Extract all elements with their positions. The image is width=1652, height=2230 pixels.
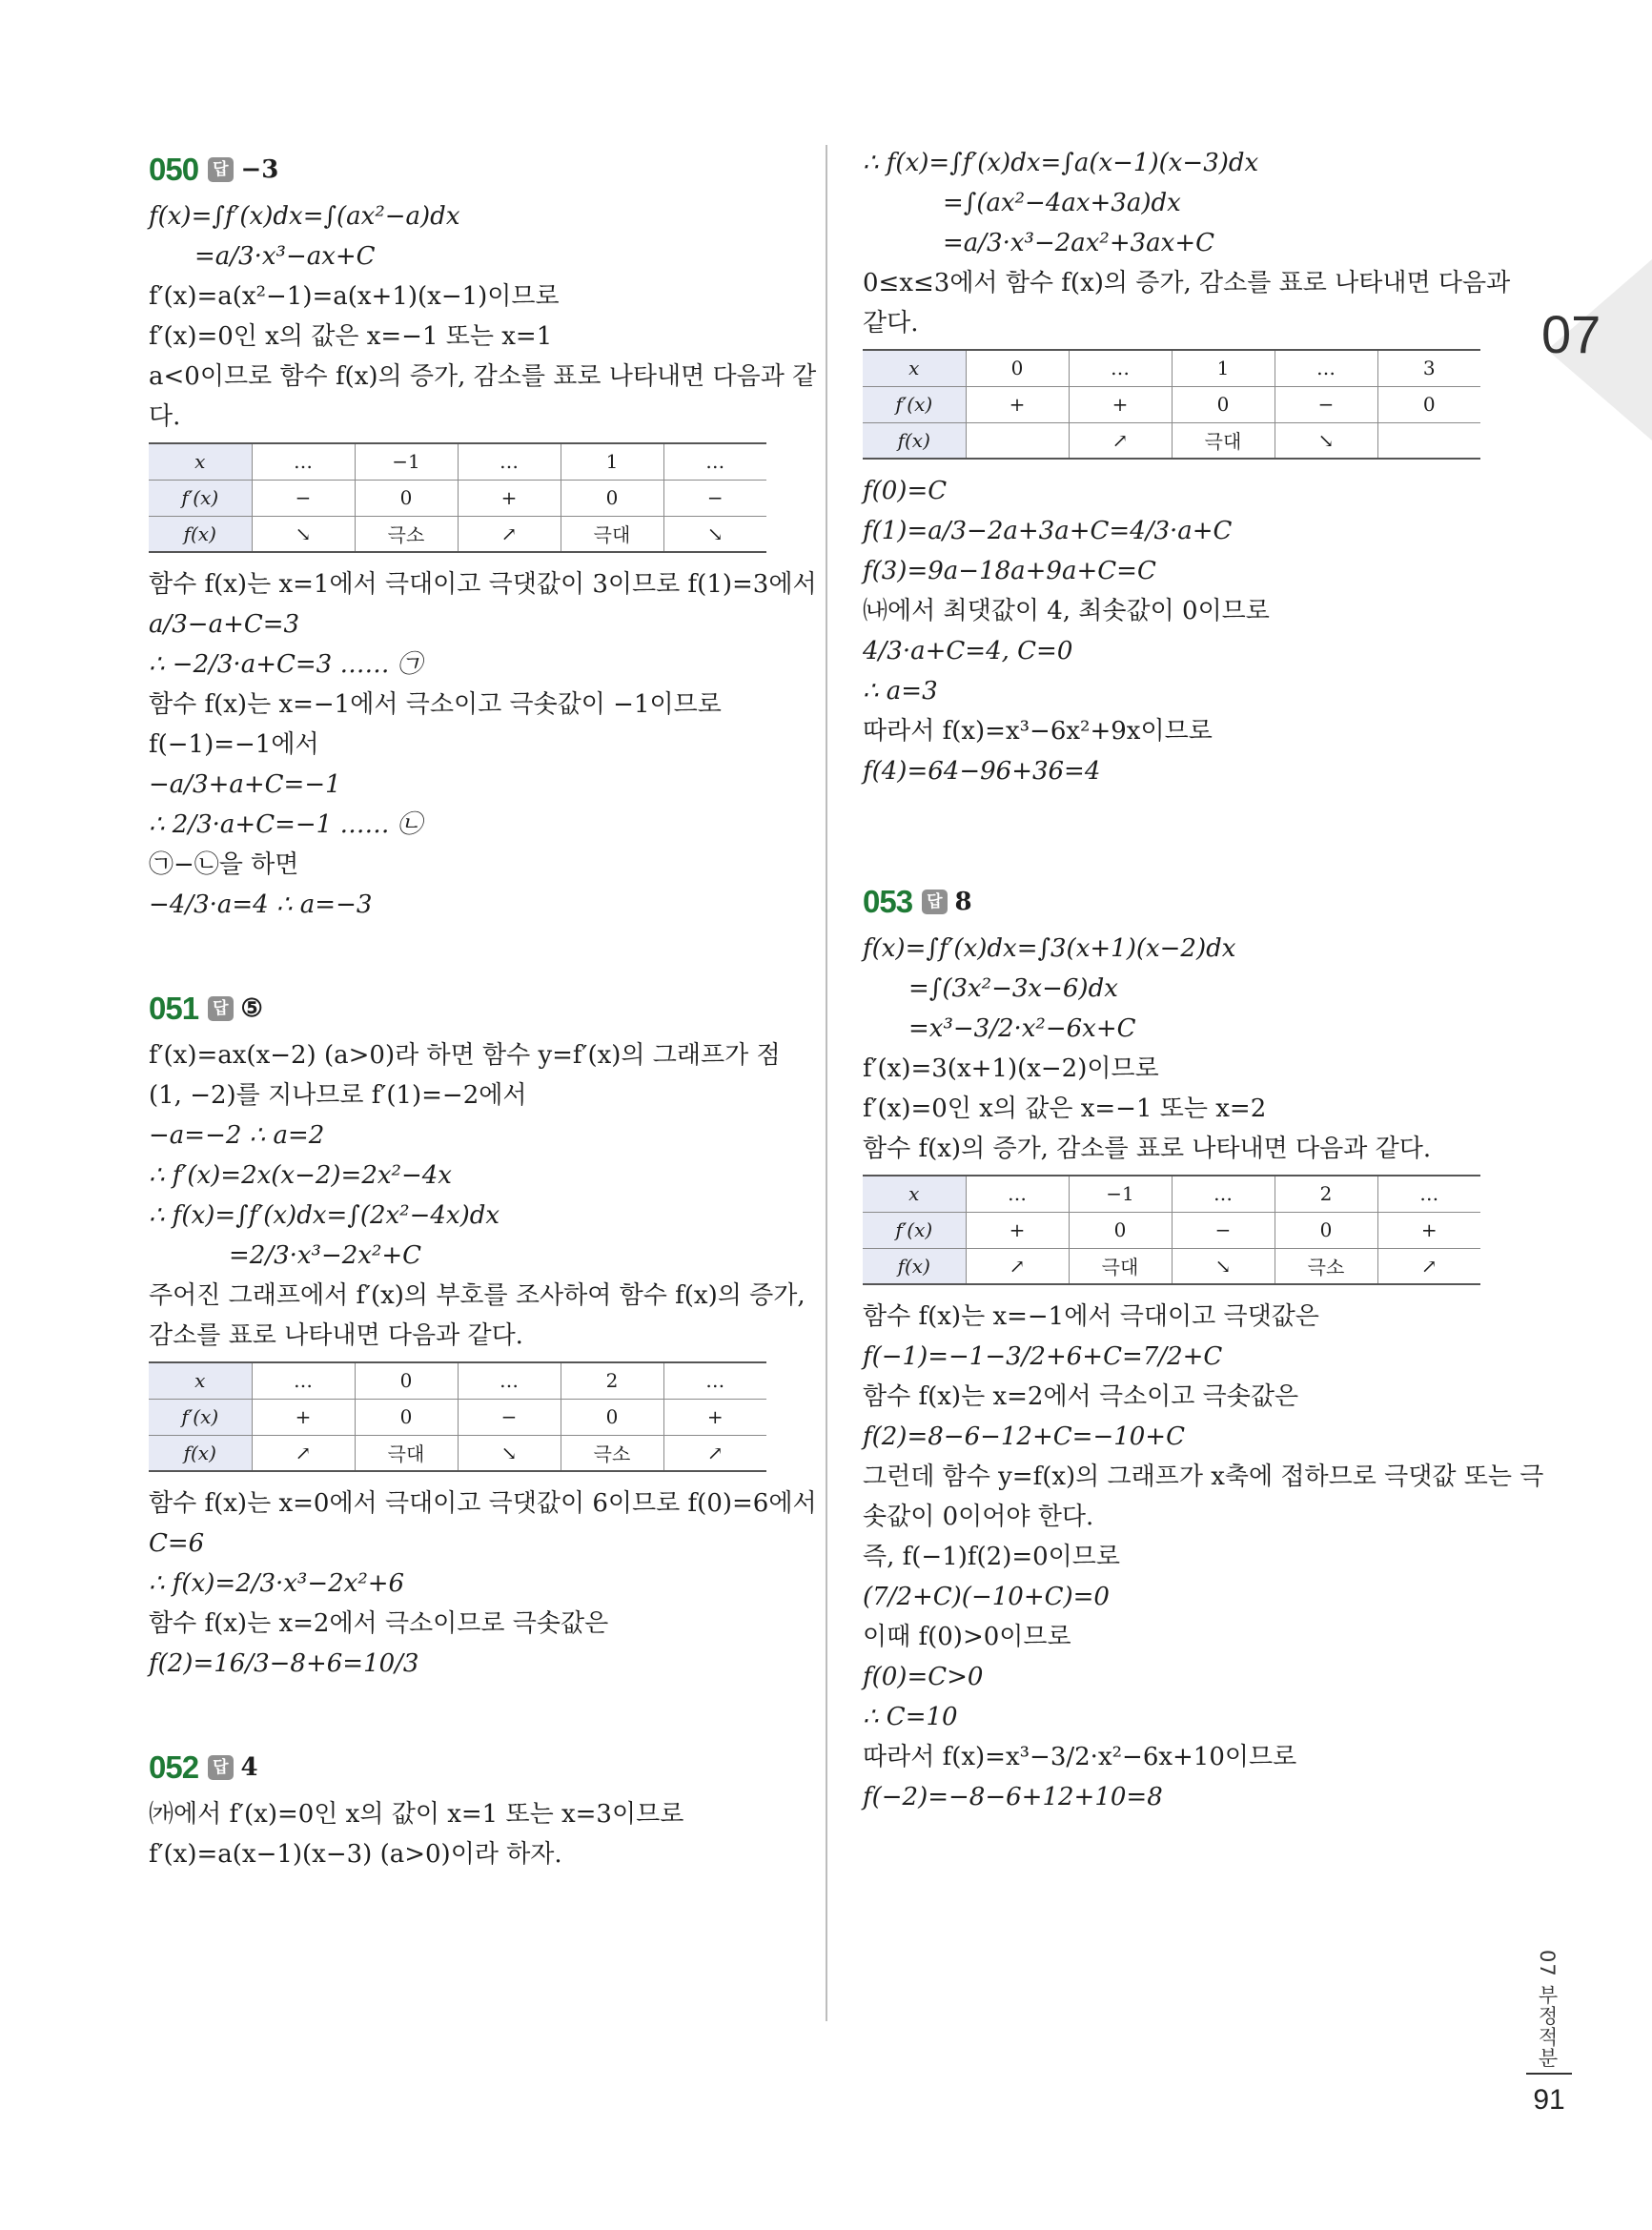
solution-line: f′(x)=3(x+1)(x−2)이므로	[863, 1054, 1159, 1083]
table-row	[149, 1362, 766, 1399]
solution-line: 따라서 f(x)=x³−3/2·x²−6x+10이므로	[863, 1743, 1297, 1771]
table-cell: 0	[561, 480, 663, 516]
solution-line: ∴ 2/3·a+C=−1 …… ㉡	[149, 810, 422, 839]
increase-decrease-table	[149, 1361, 766, 1472]
table-cell: +	[663, 1399, 766, 1435]
table-cell: x	[863, 350, 966, 386]
table-cell: 극대	[1172, 422, 1275, 459]
table-cell: 극소	[561, 1435, 663, 1471]
solution-line: f(0)=C	[863, 477, 948, 505]
solution-line: f′(x)=ax(x−2) (a>0)라 하면 함수 y=f′(x)의 그래프가 점	[149, 1041, 781, 1070]
solution-line: f′(x)=a(x²−1)=a(x+1)(x−1)이므로	[149, 282, 560, 311]
table-cell: 0	[1172, 386, 1275, 422]
solution-line: f(x)=∫f′(x)dx=∫3(x+1)(x−2)dx	[863, 934, 1236, 963]
table-cell: …	[458, 443, 561, 480]
solution-line: f(1)=a/3−2a+3a+C=4/3·a+C	[863, 517, 1233, 545]
solution-line: ∴ a=3	[863, 677, 938, 706]
solution-line: C=6	[149, 1529, 205, 1558]
column-divider	[826, 145, 827, 2021]
solution-line: f(2)=8−6−12+C=−10+C	[863, 1422, 1185, 1451]
table-cell: +	[1069, 386, 1172, 422]
table-row	[149, 516, 766, 552]
table-cell: −	[1275, 386, 1377, 422]
solution-line: 주어진 그래프에서 f′(x)의 부호를 조사하여 함수 f(x)의 증가,	[149, 1281, 806, 1310]
solution-line: 4/3·a+C=4, C=0	[863, 637, 1073, 665]
left-column	[149, 143, 817, 1874]
solution-line: =x³−3/2·x²−6x+C	[908, 1014, 1136, 1043]
table-cell: f(x)	[149, 1435, 252, 1471]
table-row	[149, 480, 766, 516]
table-cell: 극소	[355, 516, 458, 552]
table-cell: −1	[1069, 1176, 1172, 1212]
chapter-tab-label: 07	[1541, 304, 1601, 364]
solution-line: f(−2)=−8−6+12+10=8	[863, 1783, 1163, 1811]
solution-line: 함수 f(x)는 x=2에서 극소이므로 극솟값은	[149, 1609, 609, 1638]
table-row	[863, 386, 1480, 422]
table-cell: −1	[355, 443, 458, 480]
solution-line: ∴ −2/3·a+C=3 …… ㉠	[149, 650, 422, 679]
increase-decrease-table	[863, 349, 1480, 460]
table-cell: ↘	[1172, 1248, 1275, 1284]
solution-line: ∴ f(x)=∫f′(x)dx=∫a(x−1)(x−3)dx	[863, 149, 1259, 177]
problem-header-050	[149, 143, 797, 196]
solution-line: 따라서 f(x)=x³−6x²+9x이므로	[863, 717, 1213, 746]
table-row	[149, 443, 766, 480]
solution-line: ∴ f(x)=∫f′(x)dx=∫(2x²−4x)dx	[149, 1201, 500, 1230]
solution-line: =∫(ax²−4ax+3a)dx	[943, 189, 1181, 217]
table-cell: f(x)	[863, 422, 966, 459]
table-cell: f(x)	[863, 1248, 966, 1284]
table-cell: 2	[561, 1362, 663, 1399]
table-cell: +	[1377, 1212, 1480, 1248]
table-cell: 1	[1172, 350, 1275, 386]
table-cell: …	[663, 1362, 766, 1399]
table-cell: ↗	[1069, 422, 1172, 459]
table-row	[863, 1176, 1480, 1212]
solution-line: f′(x)=0인 x의 값은 x=−1 또는 x=2	[863, 1095, 1267, 1123]
table-cell: 0	[966, 350, 1069, 386]
table-cell: −	[1172, 1212, 1275, 1248]
solution-line: f(0)=C>0	[863, 1663, 984, 1691]
spacer	[863, 791, 1511, 875]
solution-line: f′(x)=a(x−1)(x−3) (a>0)이라 하자.	[149, 1840, 562, 1869]
solution-line: 같다.	[863, 309, 919, 338]
table-row	[863, 350, 1480, 386]
table-cell: …	[1172, 1176, 1275, 1212]
table-cell: f′(x)	[149, 480, 252, 516]
table-row	[149, 1435, 766, 1471]
table-cell: …	[1275, 350, 1377, 386]
solution-line: a/3−a+C=3	[149, 610, 300, 639]
table-cell: +	[458, 480, 561, 516]
table-cell: 0	[355, 480, 458, 516]
table-cell: +	[252, 1399, 355, 1435]
table-cell: 0	[355, 1362, 458, 1399]
solution-line: =∫(3x²−3x−6)dx	[908, 974, 1118, 1003]
problem-number: 050	[149, 152, 199, 187]
table-cell: ↗	[966, 1248, 1069, 1284]
solution-line: ㈎에서 f′(x)=0인 x의 값이 x=1 또는 x=3이므로	[149, 1800, 684, 1829]
table-cell: ↘	[458, 1435, 561, 1471]
table-cell: 0	[355, 1399, 458, 1435]
solution-line: f(−1)=−1−3/2+6+C=7/2+C	[863, 1342, 1223, 1371]
solution-line: 함수 f(x)는 x=0에서 극대이고 극댓값이 6이므로 f(0)=6에서	[149, 1489, 817, 1518]
solution-line: 함수 f(x)는 x=−1에서 극소이고 극솟값이 −1이므로	[149, 690, 722, 719]
solution-line: =a/3·x³−2ax²+3ax+C	[943, 229, 1215, 257]
table-cell: 0	[561, 1399, 663, 1435]
solution-line: −a=−2 ∴ a=2	[149, 1121, 325, 1150]
table-cell: −	[663, 480, 766, 516]
table-cell: f′(x)	[863, 1212, 966, 1248]
problem-header-052	[149, 1741, 797, 1794]
table-cell: −	[458, 1399, 561, 1435]
table-cell: 극대	[561, 516, 663, 552]
solution-line: 그런데 함수 y=f(x)의 그래프가 x축에 접하므로 극댓값 또는 극	[863, 1463, 1544, 1491]
solution-line: f(3)=9a−18a+9a+C=C	[863, 557, 1156, 585]
table-cell: ↘	[663, 516, 766, 552]
table-cell: x	[149, 443, 252, 480]
table-cell: ↗	[458, 516, 561, 552]
solution-line: ∴ C=10	[863, 1703, 958, 1731]
side-chapter-label: 07 부정적분	[1536, 1950, 1559, 2069]
table-row	[863, 1248, 1480, 1284]
table-cell: 0	[1377, 386, 1480, 422]
table-cell: …	[663, 443, 766, 480]
right-column	[863, 143, 1544, 1817]
solution-line: (1, −2)를 지나므로 f′(1)=−2에서	[149, 1081, 527, 1110]
answer-badge: 답	[208, 157, 233, 182]
answer-value: 8	[954, 888, 972, 916]
solution-line: (7/2+C)(−10+C)=0	[863, 1583, 1110, 1611]
table-row	[863, 422, 1480, 459]
problem-number: 053	[863, 884, 913, 919]
table-cell: f′(x)	[149, 1399, 252, 1435]
table-cell: ↘	[1275, 422, 1377, 459]
table-cell: x	[149, 1362, 252, 1399]
table-cell: 3	[1377, 350, 1480, 386]
solution-line: 함수 f(x)는 x=1에서 극대이고 극댓값이 3이므로 f(1)=3에서	[149, 570, 817, 599]
table-cell: …	[966, 1176, 1069, 1212]
solution-line: f(−1)=−1에서	[149, 730, 319, 759]
solution-line: ㈏에서 최댓값이 4, 최솟값이 0이므로	[863, 597, 1270, 625]
answer-value: ⑤	[240, 994, 263, 1023]
solution-line: −a/3+a+C=−1	[149, 770, 341, 799]
table-cell: 0	[1069, 1212, 1172, 1248]
answer-value: 4	[240, 1753, 258, 1782]
problem-header-053	[863, 875, 1511, 929]
increase-decrease-table	[863, 1175, 1480, 1285]
table-cell: 0	[1275, 1212, 1377, 1248]
table-cell: −	[252, 480, 355, 516]
solution-line: a<0이므로 함수 f(x)의 증가, 감소를 표로 나타내면 다음과 같	[149, 362, 817, 391]
answer-value: −3	[240, 155, 279, 184]
solution-line: f(x)=∫f′(x)dx=∫(ax²−a)dx	[149, 202, 460, 231]
table-cell: +	[966, 386, 1069, 422]
solution-line: 다.	[149, 402, 181, 431]
page-number: 91	[1533, 2084, 1565, 2116]
solution-line: 이때 f(0)>0이므로	[863, 1623, 1071, 1651]
table-cell: f(x)	[149, 516, 252, 552]
solution-line: 즉, f(−1)f(2)=0이므로	[863, 1543, 1121, 1571]
solution-line: 함수 f(x)의 증가, 감소를 표로 나타내면 다음과 같다.	[863, 1135, 1432, 1163]
table-cell: …	[252, 443, 355, 480]
solution-line: ∴ f′(x)=2x(x−2)=2x²−4x	[149, 1161, 452, 1190]
page-number-rule	[1526, 2073, 1572, 2075]
table-cell: 2	[1275, 1176, 1377, 1212]
table-cell: f′(x)	[863, 386, 966, 422]
table-cell: x	[863, 1176, 966, 1212]
table-cell: +	[966, 1212, 1069, 1248]
solution-line: ㉠−㉡을 하면	[149, 850, 299, 879]
solution-line: =a/3·x³−ax+C	[194, 242, 376, 271]
solution-line: f′(x)=0인 x의 값은 x=−1 또는 x=1	[149, 322, 553, 351]
solution-line: 함수 f(x)는 x=−1에서 극대이고 극댓값은	[863, 1302, 1319, 1331]
table-cell: …	[1069, 350, 1172, 386]
solution-line: =2/3·x³−2x²+C	[229, 1241, 422, 1270]
solution-line: f(4)=64−96+36=4	[863, 757, 1101, 786]
table-cell: …	[1377, 1176, 1480, 1212]
table-cell: 1	[561, 443, 663, 480]
table-cell: ↗	[1377, 1248, 1480, 1284]
answer-badge: 답	[208, 1755, 233, 1780]
table-cell	[1377, 422, 1480, 459]
problem-header-051	[149, 982, 797, 1035]
table-cell: …	[252, 1362, 355, 1399]
problem-number: 051	[149, 991, 199, 1026]
table-cell: 극소	[1275, 1248, 1377, 1284]
table-cell: …	[458, 1362, 561, 1399]
answer-badge: 답	[922, 890, 947, 914]
solution-line: 함수 f(x)는 x=2에서 극소이고 극솟값은	[863, 1382, 1299, 1411]
table-cell: ↗	[252, 1435, 355, 1471]
solution-line: 솟값이 0이어야 한다.	[863, 1503, 1094, 1531]
increase-decrease-table	[149, 442, 766, 553]
solution-line: 감소를 표로 나타내면 다음과 같다.	[149, 1321, 523, 1350]
table-cell: 극대	[355, 1435, 458, 1471]
solution-line: 0≤x≤3에서 함수 f(x)의 증가, 감소를 표로 나타내면 다음과	[863, 269, 1511, 297]
table-row	[149, 1399, 766, 1435]
table-cell	[966, 422, 1069, 459]
solution-line: −4/3·a=4 ∴ a=−3	[149, 890, 373, 919]
table-cell: ↗	[663, 1435, 766, 1471]
solution-line: f(2)=16/3−8+6=10/3	[149, 1649, 419, 1678]
problem-number: 052	[149, 1749, 199, 1785]
table-cell: 극대	[1069, 1248, 1172, 1284]
answer-badge: 답	[208, 996, 233, 1021]
table-cell: ↘	[252, 516, 355, 552]
table-row	[863, 1212, 1480, 1248]
solution-line: ∴ f(x)=2/3·x³−2x²+6	[149, 1569, 405, 1598]
